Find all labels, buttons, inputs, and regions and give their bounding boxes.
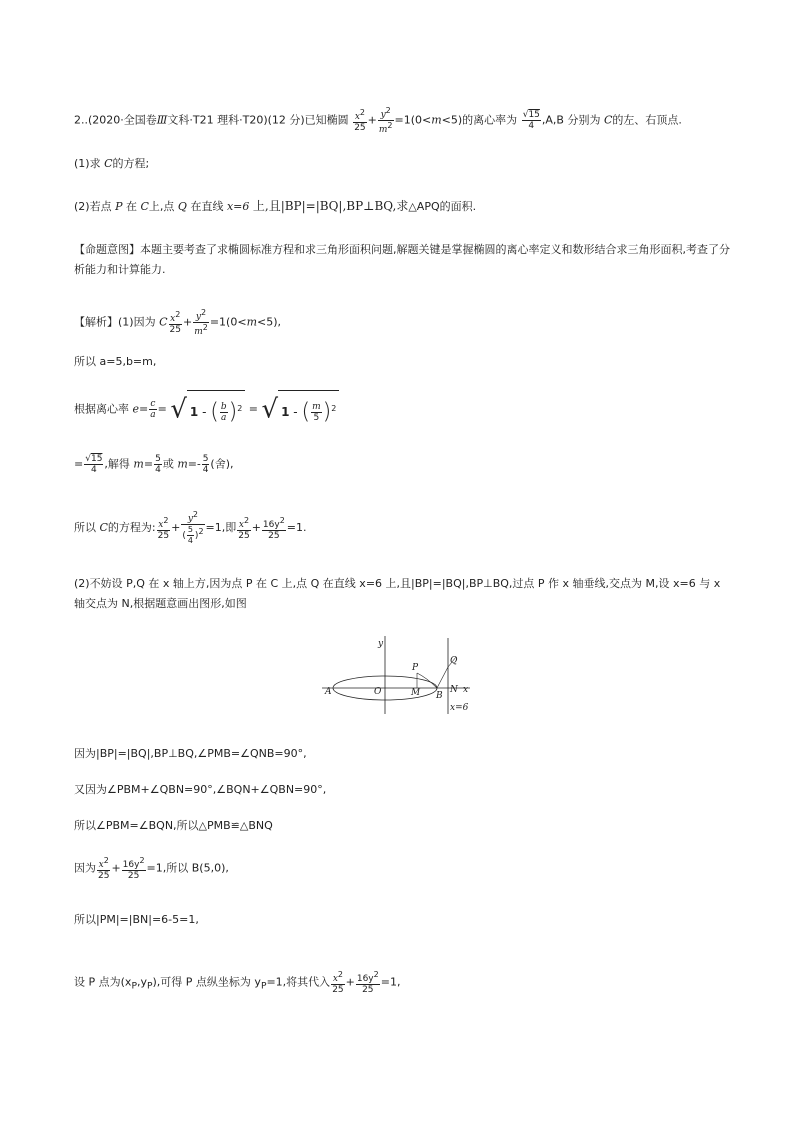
ellipse-figure (320, 632, 480, 714)
solution-2-paragraph: (2)不妨设 P,Q 在 x 轴上方,因为点 P 在 C 上,点 Q 在直线 x=6 上,且|BP|=|BQ|,BP⊥BQ,过点 P 作 x 轴垂线,交点为 M,设 x=6 与 x 轴交点为 N,根据题意画出图形,如图 (74, 577, 721, 610)
solution-2-line-1: 因为|BP|=|BQ|,BP⊥BQ,∠PMB=∠QNB=90°, (74, 747, 307, 760)
frac-x2-25: $\frac{x^2}{25}$ (354, 108, 366, 133)
solution-m-result: = $\frac{√15}{4}$ ,解得 m= $\frac{5}{4}$ 或 m=- $\frac{5}{4}$ (舍), (74, 454, 234, 475)
solution-eccentricity: 根据离心率 e= $\frac{c}{a}$ = √ 1 - ( $\frac{b}{a}$ )$^2$ = √ 1 - ( $\frac{m}{5}$ )$^2$ (74, 390, 339, 429)
frac-sqrt15-4: $\frac{√15}{4}$ (522, 110, 540, 131)
label-n: N (450, 685, 458, 695)
question-1: (1)求 C的方程; (74, 157, 150, 170)
question-2: (2)若点 P 在 C上,点 Q 在直线 x=6 上,且|BP|=|BQ|,BP⊥BQ,求△APQ的面积. (74, 199, 477, 213)
segment-bq (437, 667, 448, 688)
label-p: P (412, 663, 419, 673)
label-y: y (378, 639, 384, 649)
label-m: M (411, 688, 421, 698)
solution-ellipse-equation: 所以 C的方程为: $\frac{x^2}{25}$ + $y^2$ ( $\frac{5}{4}$ )$^2$ =1,即 $\frac{x^2}{25}$ + $\frac{16y^2}{25}$ =1. (74, 510, 307, 545)
intent-paragraph: 【命题意图】本题主要考查了求椭圆标准方程和求三角形面积问题,解题关键是掌握椭圆的离心率定义和数形结合求三角形面积,考查了分析能力和计算能力. (74, 243, 730, 276)
problem-statement: 2..(2020·全国卷Ⅲ文科·T21 理科·T20)(12 分)已知椭圆 $\frac{x^2}{25}$ + $\frac{y^2}{m^2}$ =1(0<m<5)的离心率为 $\frac{√15}{4}$ ,A,B 分别为 C的左、右顶点. (74, 106, 682, 135)
solution-ab: 所以 a=5,b=m, (74, 355, 157, 368)
solution-2-line-2: 又因为∠PBM+∠QBN=90°,∠BQN+∠QBN=90°, (74, 783, 327, 796)
label-x6: x=6 (450, 703, 469, 713)
label-b: B (436, 691, 443, 701)
solution-2-line-3: 所以∠PBM=∠BQN,所以△PMB≌△BNQ (74, 819, 273, 832)
solution-1-head: 【解析】(1)因为 C $\frac{x^2}{25}$ + $\frac{y^2}{m^2}$ =1(0<m<5), (74, 308, 282, 337)
solution-2-line-5: 所以|PM|=|BN|=6-5=1, (74, 913, 199, 926)
label-q: Q (450, 656, 458, 666)
ellipse-diagram (320, 632, 480, 714)
frac-y2-m2: $\frac{y^2}{m^2}$ (378, 106, 393, 135)
label-a: A (325, 687, 332, 697)
solution-2-line-6: 设 P 点为$(x_P,y_P)$,可得 P 点纵坐标为 $y_P=1$,将其代入 $\frac{x^2}{25}$ + $\frac{16y^2}{25}$ =1, (74, 970, 401, 995)
label-x: x (463, 685, 469, 695)
solution-2-line-4: 因为 $\frac{x^2}{25}$ + $\frac{16y^2}{25}$ =1,所以 B(5,0), (74, 856, 229, 881)
label-o: O (374, 687, 382, 697)
